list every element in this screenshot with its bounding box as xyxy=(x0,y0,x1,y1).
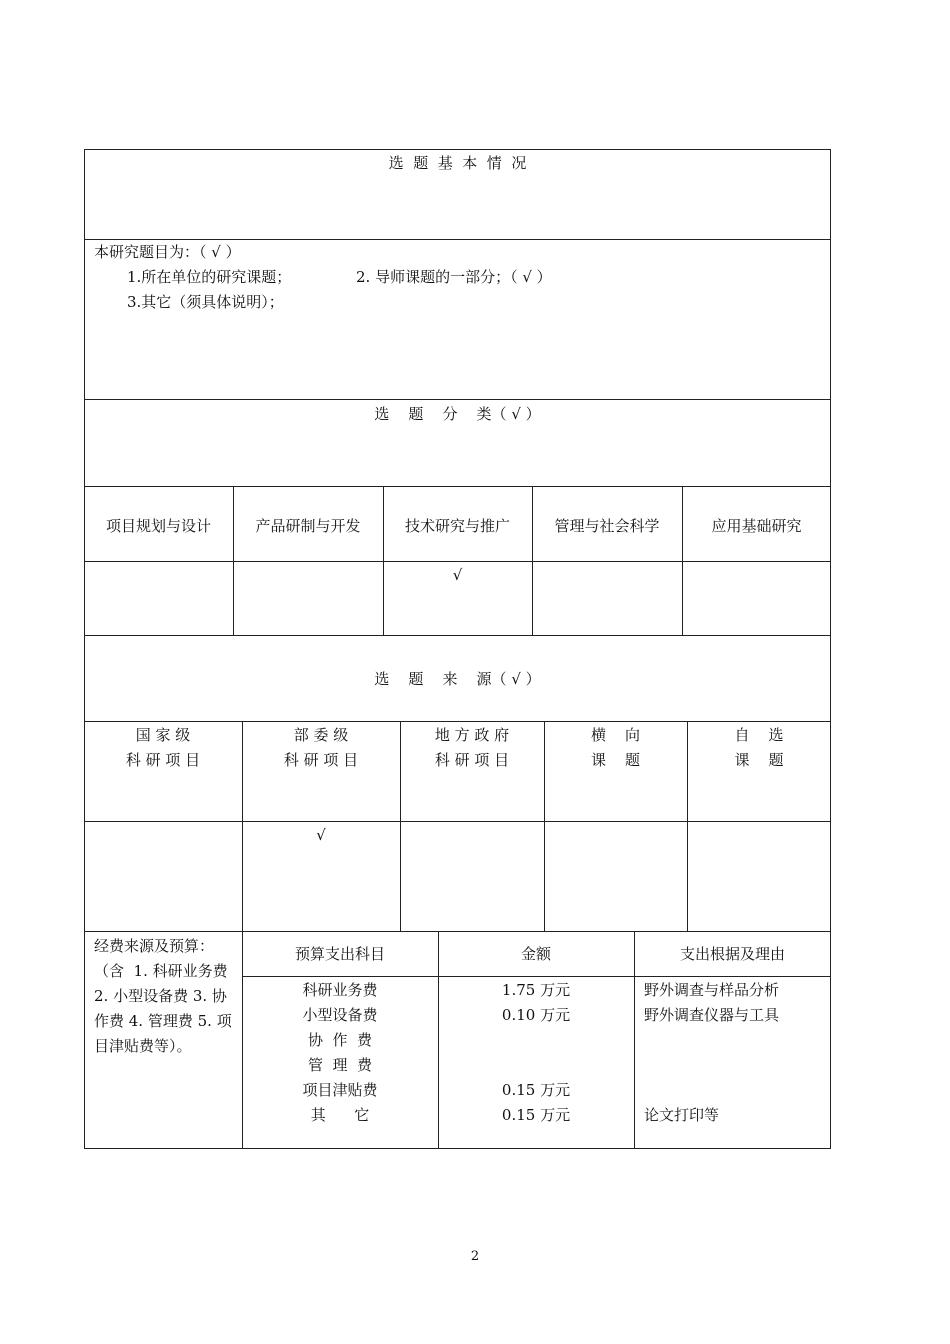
row-divider xyxy=(84,821,831,822)
source-header-line1: 横 向 xyxy=(590,726,641,744)
col-divider xyxy=(682,486,683,635)
budget-label: 经费来源及预算： xyxy=(94,937,215,955)
budget-amount: 0.15 万元 xyxy=(501,1106,571,1124)
source-header-line2: 课 题 xyxy=(590,751,641,769)
category-header: 项目规划与设计 xyxy=(105,517,211,535)
category-header: 应用基础研究 xyxy=(711,517,802,535)
budget-reason: 野外调查仪器与工具 xyxy=(644,1006,780,1024)
budget-item: 协 作 费 xyxy=(307,1031,373,1049)
category-header: 技术研究与推广 xyxy=(404,517,510,535)
topic-option-3: 3.其它（须具体说明）； xyxy=(127,293,284,311)
budget-amount: 0.15 万元 xyxy=(501,1081,571,1099)
topic-option-1: 1.所在单位的研究课题； xyxy=(127,268,292,286)
source-header-line1: 自 选 xyxy=(734,726,784,744)
source-header-line2: 科 研 项 目 xyxy=(434,751,510,769)
row-divider xyxy=(84,561,831,562)
topic-intro: 本研究题目为：（ √ ） xyxy=(94,243,241,261)
source-header-line1: 地 方 政 府 xyxy=(434,726,510,744)
source-header-line2: 科 研 项 目 xyxy=(125,751,201,769)
row-divider xyxy=(242,976,831,977)
budget-reason: 论文打印等 xyxy=(644,1106,720,1124)
col-divider xyxy=(383,486,384,635)
budget-label: （含 1. 科研业务费 xyxy=(94,962,228,980)
category-header: 管理与社会科学 xyxy=(554,517,660,535)
source-header-line2: 课 题 xyxy=(734,751,784,769)
budget-item: 管 理 费 xyxy=(307,1056,373,1074)
section-title-basic-info: 选 题 基 本 情 况 xyxy=(388,154,527,172)
row-divider xyxy=(84,399,831,400)
budget-col-header-amount: 金额 xyxy=(520,945,551,963)
budget-item: 其 它 xyxy=(310,1106,370,1124)
source-header-line1: 部 委 级 xyxy=(293,726,349,744)
row-divider xyxy=(84,239,831,240)
budget-col-header-item: 预算支出科目 xyxy=(294,945,385,963)
topic-option-2: 2. 导师课题的一部分；（ √ ） xyxy=(356,268,552,286)
budget-label: 目津贴费等）。 xyxy=(94,1037,192,1055)
source-mark: √ xyxy=(316,826,326,844)
source-header-line1: 国 家 级 xyxy=(135,726,191,744)
col-divider xyxy=(532,486,533,635)
budget-label: 作费 4. 管理费 5. 项 xyxy=(94,1012,232,1030)
budget-item: 小型设备费 xyxy=(302,1006,378,1024)
section-title-source: 选 题 来 源（ √ ） xyxy=(374,670,541,688)
page-number: 2 xyxy=(470,1249,480,1264)
row-divider xyxy=(84,931,831,932)
row-divider xyxy=(84,486,831,487)
budget-amount: 1.75 万元 xyxy=(501,981,571,999)
category-mark: √ xyxy=(452,566,463,584)
budget-reason: 野外调查与样品分析 xyxy=(644,981,780,999)
col-divider xyxy=(634,931,635,1149)
section-title-category: 选 题 分 类（ √ ） xyxy=(374,405,541,423)
budget-label: 2. 小型设备费 3. 协 xyxy=(94,987,227,1005)
source-header-line2: 科 研 项 目 xyxy=(283,751,359,769)
budget-item: 科研业务费 xyxy=(302,981,378,999)
row-divider xyxy=(84,721,831,722)
row-divider xyxy=(84,635,831,636)
budget-amount: 0.10 万元 xyxy=(501,1006,571,1024)
col-divider xyxy=(233,486,234,635)
category-header: 产品研制与开发 xyxy=(255,517,361,535)
budget-col-header-reason: 支出根据及理由 xyxy=(679,945,785,963)
budget-item: 项目津贴费 xyxy=(302,1081,378,1099)
